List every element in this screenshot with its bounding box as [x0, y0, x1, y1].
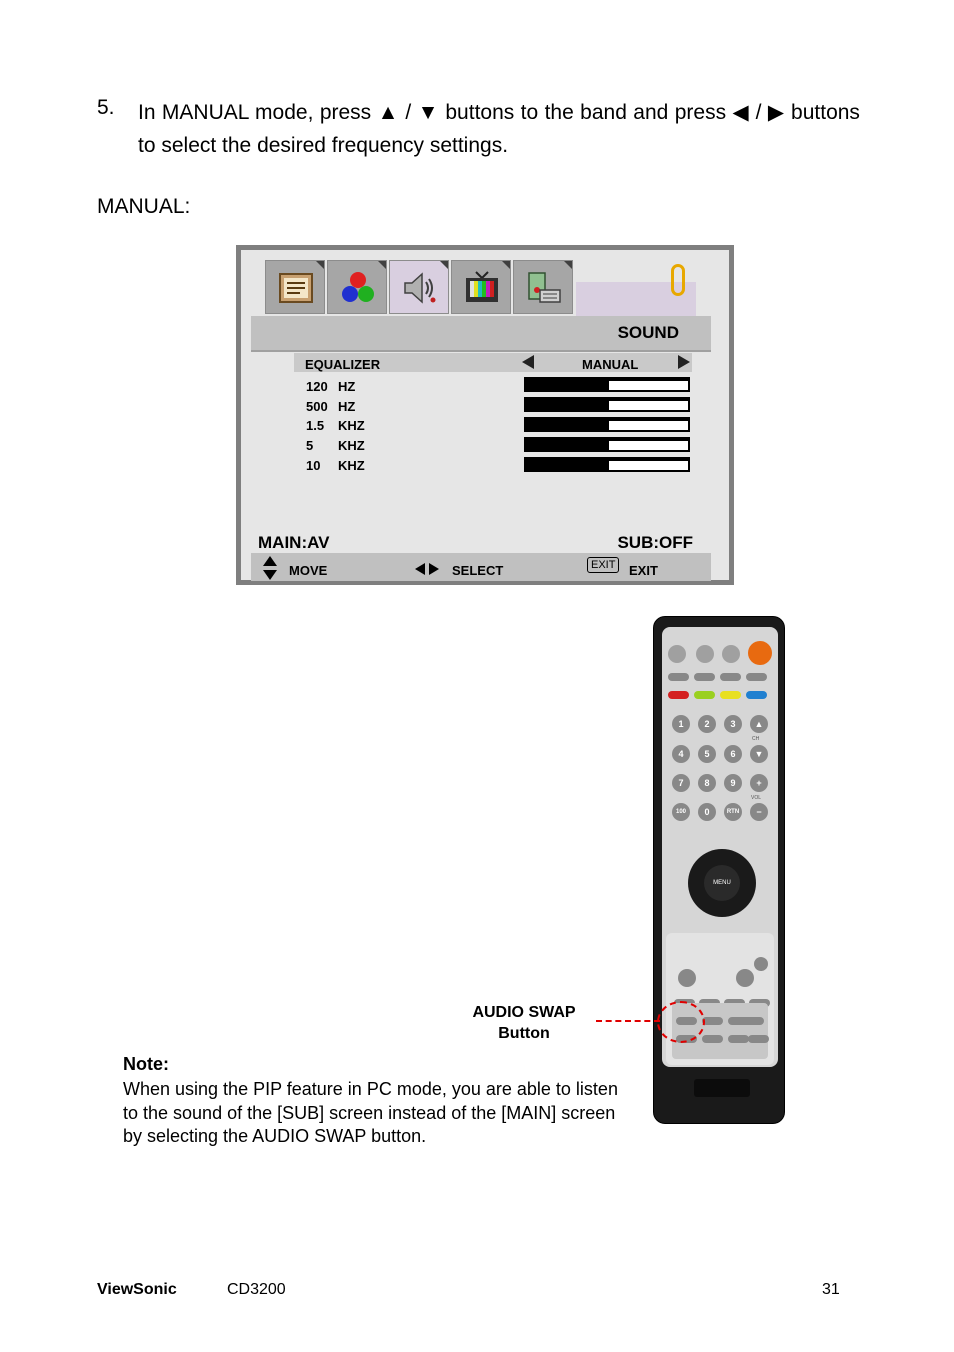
remote-button[interactable]	[694, 673, 715, 681]
band-unit: HZ	[338, 379, 356, 394]
band-label	[306, 399, 355, 414]
number-key[interactable]: 1	[672, 715, 690, 733]
number-key[interactable]: 6	[724, 745, 742, 763]
number-key[interactable]: 5	[698, 745, 716, 763]
left-arrow-icon[interactable]	[522, 355, 534, 369]
power-button[interactable]	[748, 641, 772, 665]
step-text-a: In MANUAL mode, press	[138, 101, 372, 124]
exit-key-icon: EXIT	[587, 557, 619, 573]
callout-line1: AUDIO SWAP	[472, 1004, 576, 1021]
navigation-pad[interactable]	[688, 849, 756, 917]
band-unit: KHZ	[338, 438, 365, 453]
tab-corner	[316, 261, 324, 269]
menu-title: SOUND	[617, 323, 679, 342]
band-unit: KHZ	[338, 418, 365, 433]
number-key[interactable]: 0	[698, 803, 716, 821]
select-hint: SELECT	[452, 563, 504, 578]
tab-tv[interactable]	[451, 260, 511, 314]
band-label	[306, 418, 365, 433]
tab-sound[interactable]	[389, 260, 449, 314]
number-key[interactable]: 2	[698, 715, 716, 733]
speaker-icon	[402, 270, 438, 306]
pip-on-off-button[interactable]	[728, 1017, 764, 1025]
ir-window	[694, 1079, 750, 1097]
number-key[interactable]: 3	[724, 715, 742, 733]
right-arrow-icon: ▶	[767, 101, 785, 124]
green-button[interactable]	[694, 691, 715, 699]
slider-remaining	[609, 461, 688, 470]
left-arrow-icon: ◀	[732, 101, 750, 124]
remote-lower-panel	[666, 933, 774, 1065]
teletext-button[interactable]	[668, 645, 686, 663]
note-body: When using the PIP feature in PC mode, you are able to listen to the sound of the [SUB] screen instead of the [MAIN] screen by selecting the AUDIO SWAP button.	[123, 1079, 618, 1146]
band-slider[interactable]	[524, 377, 690, 392]
paperclip-icon	[671, 264, 685, 296]
osd-header	[251, 316, 711, 352]
step-number: 5.	[97, 96, 115, 119]
up-arrow-icon: ▲	[377, 101, 399, 124]
remote-button[interactable]	[722, 645, 740, 663]
down-arrow-icon: ▼	[417, 101, 439, 124]
footer-brand: ViewSonic	[97, 1281, 177, 1298]
band-freq: 5	[306, 438, 314, 453]
number-key[interactable]: 7	[672, 774, 690, 792]
number-key[interactable]: 9	[724, 774, 742, 792]
exit-hint: EXIT	[629, 563, 658, 578]
rgb-balls-icon	[340, 270, 376, 306]
tv-icon	[464, 270, 500, 306]
band-freq: 1.5	[306, 418, 325, 433]
band-label	[306, 379, 355, 394]
callout-line2: Button	[498, 1025, 550, 1042]
band-slider[interactable]	[524, 437, 690, 452]
remote-button[interactable]	[668, 673, 689, 681]
sub-status: SUB:OFF	[617, 533, 693, 552]
number-key[interactable]: 100	[672, 803, 690, 821]
ch-label: CH	[752, 736, 760, 742]
main-status: MAIN:AV	[258, 533, 330, 552]
band-freq: 10	[306, 458, 321, 473]
pip-size-button[interactable]	[728, 1035, 749, 1043]
right-arrow-icon[interactable]	[678, 355, 690, 369]
osd-tabs	[265, 260, 575, 314]
equalizer-label: EQUALIZER	[305, 357, 381, 372]
menu-button[interactable]: MENU	[704, 865, 740, 901]
slider-remaining	[609, 401, 688, 410]
band-slider[interactable]	[524, 397, 690, 412]
tab-corner	[502, 261, 510, 269]
red-button[interactable]	[668, 691, 689, 699]
document-icon	[278, 270, 314, 306]
tab-corner	[378, 261, 386, 269]
remote-button[interactable]	[746, 673, 767, 681]
pip-down-button[interactable]	[702, 1035, 723, 1043]
video-button[interactable]	[736, 969, 754, 987]
channel-down-button[interactable]: ▼	[750, 745, 768, 763]
remote-button[interactable]	[720, 673, 741, 681]
equalizer-row[interactable]	[294, 353, 692, 372]
step-text-b: buttons to the band and press	[445, 101, 727, 124]
tab-setup[interactable]	[513, 260, 573, 314]
note-title: Note:	[123, 1054, 169, 1074]
remote-button[interactable]	[696, 645, 714, 663]
swap-button[interactable]	[702, 1017, 723, 1025]
tv-button[interactable]	[678, 969, 696, 987]
scart-button[interactable]	[754, 957, 768, 971]
band-label	[306, 438, 365, 453]
tab-picture[interactable]	[265, 260, 325, 314]
audio-swap-callout	[460, 1002, 588, 1044]
band-label	[306, 458, 365, 473]
number-key[interactable]: RTN	[724, 803, 742, 821]
band-freq: 500	[306, 399, 328, 414]
osd-panel	[241, 250, 729, 580]
tab-color[interactable]	[327, 260, 387, 314]
equalizer-value: MANUAL	[582, 357, 639, 372]
slash: /	[755, 101, 762, 124]
band-slider[interactable]	[524, 417, 690, 432]
osd-sound-menu	[236, 245, 734, 585]
callout-leader-line	[596, 1020, 660, 1022]
band-unit: HZ	[338, 399, 356, 414]
slider-remaining	[609, 441, 688, 450]
number-key[interactable]: 4	[672, 745, 690, 763]
pip-position-button[interactable]	[748, 1035, 769, 1043]
band-unit: KHZ	[338, 458, 365, 473]
channel-up-button[interactable]: ▲	[750, 715, 768, 733]
step-text-c: buttons to select the desired frequency settings.	[138, 101, 860, 157]
computer-icon	[526, 270, 562, 306]
osd-footer	[251, 553, 711, 581]
step-instruction	[138, 96, 860, 162]
vol-label: VOL	[751, 795, 762, 801]
left-right-arrow-icon	[415, 563, 439, 575]
remote-control	[653, 616, 785, 1124]
number-key[interactable]: 8	[698, 774, 716, 792]
blue-button[interactable]	[746, 691, 767, 699]
tab-corner	[564, 261, 572, 269]
move-hint: MOVE	[289, 563, 328, 578]
yellow-button[interactable]	[720, 691, 741, 699]
page-number: 31	[822, 1281, 840, 1298]
footer-model: CD3200	[227, 1281, 286, 1298]
volume-down-button[interactable]: −	[750, 803, 768, 821]
band-freq: 120	[306, 379, 328, 394]
volume-up-button[interactable]: +	[750, 774, 768, 792]
callout-highlight-ring	[657, 1001, 705, 1043]
slider-remaining	[609, 381, 688, 390]
slider-remaining	[609, 421, 688, 430]
section-label: MANUAL:	[97, 195, 191, 218]
tab-corner	[440, 261, 448, 269]
slash: /	[405, 101, 412, 124]
up-down-arrow-icon	[263, 556, 277, 580]
band-slider[interactable]	[524, 457, 690, 472]
